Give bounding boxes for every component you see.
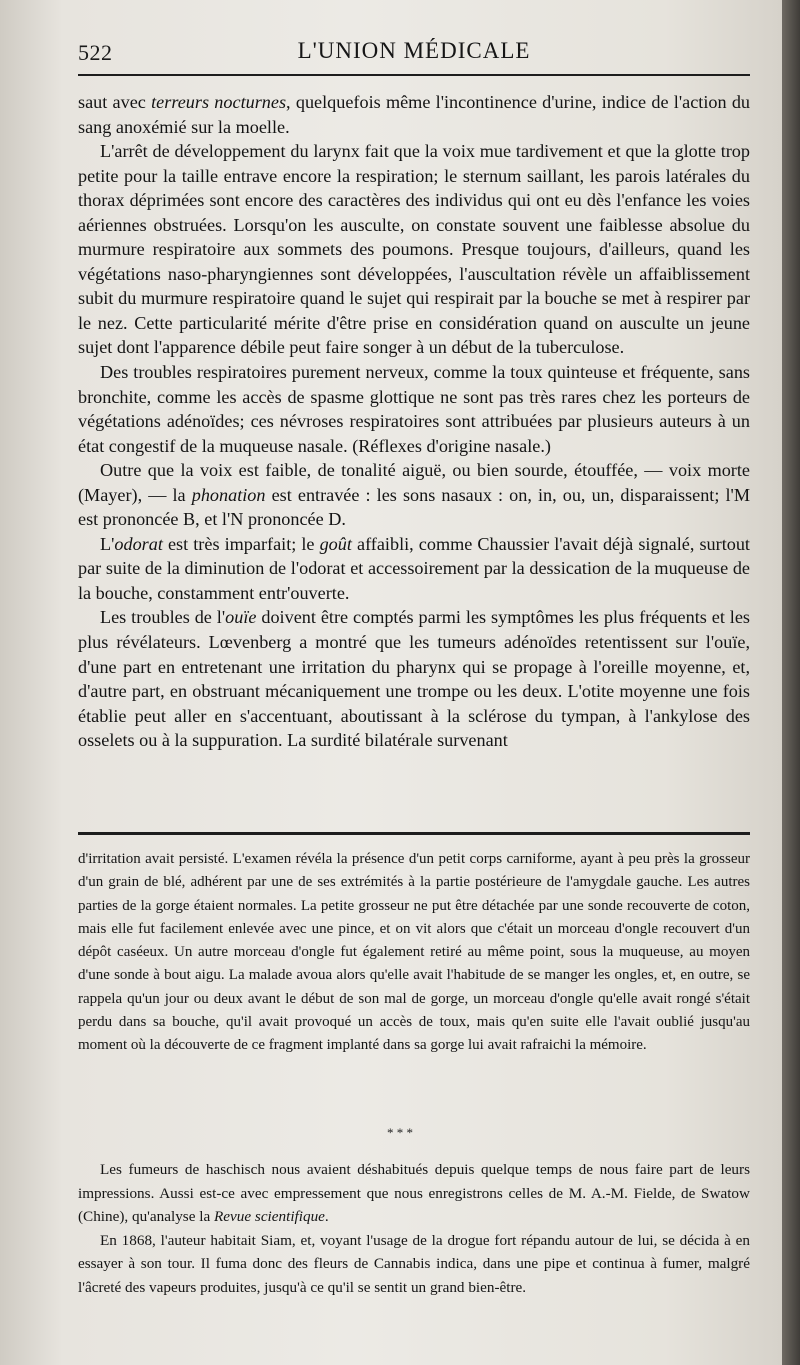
book-edge bbox=[782, 0, 800, 1365]
text-run: . bbox=[324, 1208, 329, 1225]
paragraph bbox=[78, 605, 750, 752]
italic-run: odorat bbox=[114, 533, 163, 554]
paragraph: Des troubles respiratoires purement nerveux, comme la toux quinteuse et fréquente, sans bronchite, comme les accès de spasme glottique ne sont pas très rares chez les porteurs de végétations adénoïdes; ces névroses respiratoires sont attribuées par plusieurs auteurs à un état congestif de la muqueuse nasale. (Réflexes d'origine nasale.) bbox=[78, 362, 750, 456]
text-run: Outre que la voix est faible, de tonalité aiguë, ou bien sourde, étouffée, — voix morte (Mayer), — la bbox=[78, 460, 750, 505]
main-text bbox=[78, 90, 750, 753]
header-rule bbox=[78, 74, 750, 76]
asterism: * * * bbox=[387, 1125, 413, 1140]
italic-run: phonation bbox=[191, 484, 266, 505]
text-run: est très imparfait; le bbox=[162, 533, 320, 554]
italic-run: ouïe bbox=[225, 607, 257, 628]
text-run: affaibli, comme Chaussier l'avait déjà signalé, surtout par suite de la diminution de l'odorat et accessoirement par la dessication de la muqueuse de la bouche, constamment entr'ouverte. bbox=[78, 533, 750, 603]
italic-run: terreurs nocturnes bbox=[151, 92, 287, 112]
footnote-continued bbox=[78, 848, 750, 1058]
text-run: est entravée : les sons nasaux : on, in, ou, un, disparaissent; l'M est prononcée B, et l'N prononcée D. bbox=[78, 484, 750, 530]
paragraph bbox=[78, 532, 750, 606]
text-run: , quelquefois même l'incontinence d'urine, indice de l'action du sang anoxémié sur la moelle. bbox=[78, 92, 751, 137]
paragraph: En 1868, l'auteur habitait Siam, et, voyant l'usage de la drogue fort répandu autour de lui, se décida à en essayer à son tour. Il fuma donc des fleurs de Cannabis indica, dans une pipe et continua à fumer, malgré l'âcreté des vapeurs produites, jusqu'à ce qu'il se sentit un grand bien-être. bbox=[78, 1231, 750, 1296]
text-run: saut avec bbox=[78, 92, 152, 112]
paragraph bbox=[78, 1158, 750, 1229]
running-title: L'UNION MÉDICALE bbox=[297, 38, 531, 63]
section-rule bbox=[78, 832, 750, 835]
italic-run: Revue scientifique bbox=[214, 1208, 325, 1225]
text-run: doivent être comptés parmi les symptômes les plus fréquents et les plus révélateurs. Lœvenberg a montré que les tumeurs adénoïdes retentissent sur l'ouïe, d'une part en entretenant une irritation du pharynx qui se propage à l'oreille moyenne, et, d'autre part, en obstruant mécaniquement une trompe ou les deux. L'otite moyenne une fois établie peut aller en s'accentuant, aboutissant à la sclérose du tympan, à l'ankylose des osselets ou à la suppuration. La surdité bilatérale survenant bbox=[78, 607, 751, 751]
paragraph: L'arrêt de développement du larynx fait que la voix mue tardivement et que la glotte trop petite pour la taille entrave encore la respiration; le sternum saillant, les parois latérales du thorax déprimées sont encore des caractères des individus qui ont eu dès l'enfance les voies aériennes obstruées. Lorsqu'on les ausculte, on constate souvent une faiblesse absolue du murmure respiratoire aux sommets des poumons. Presque toujours, d'ailleurs, quand les végétations naso-pharyngiennes sont développées, l'auscultation révèle un affaiblissement subit du murmure respiratoire quand le sujet qui respirait par la bouche se met à respirer par le nez. Cette particularité mérite d'être prise en considération quand on ausculte un jeune sujet dont l'apparence débile peut faire songer à un début de la tuberculose. bbox=[78, 141, 750, 358]
paragraph bbox=[78, 458, 750, 532]
page-number: 522 bbox=[78, 40, 113, 65]
page-header bbox=[78, 38, 750, 70]
text-run: Les fumeurs de haschisch nous avaient déshabitués depuis quelque temps de nous faire part de leurs impressions. Aussi est-ce avec empressement que nous enregistrons celles de M. A.-M. Fielde, de Swatow (Chine), qu'analyse la bbox=[78, 1161, 750, 1225]
paragraph bbox=[78, 90, 750, 139]
text-run: L' bbox=[100, 533, 115, 554]
text-run: Les troubles de l' bbox=[100, 607, 226, 628]
paragraph: d'irritation avait persisté. L'examen révéla la présence d'un petit corps carniforme, ayant à peu près la grosseur d'un grain de blé, adhérent par une de ses extrémités à la partie postérieure de l'amygdale gauche. Les autres parties de la gorge étaient normales. La petite grosseur ne put être détachée par une sonde recouverte de coton, mais elle fut facilement enlevée avec une pince, et on vit alors que c'était un morceau d'ongle recouvert d'un dépôt caséeux. Un autre morceau d'ongle fut également retiré au même point, sous la muqueuse, au moyen d'une sonde à bout aigu. La malade avoua alors qu'elle avait l'habitude de se manger les ongles, et, en outre, se rappela qu'un jour ou deux avant le début de son mal de gorge, un morceau d'ongle qu'elle avait rongé s'était perdu dans sa bouche, qu'il avait provoqué un accès de toux, mais qu'en suite elle l'avait oublié jusqu'au moment où la découverte de ce fragment implanté dans sa gorge lui avait rafraichi la mémoire. bbox=[78, 851, 750, 1054]
second-note bbox=[78, 1158, 750, 1299]
italic-run: goût bbox=[319, 533, 352, 554]
